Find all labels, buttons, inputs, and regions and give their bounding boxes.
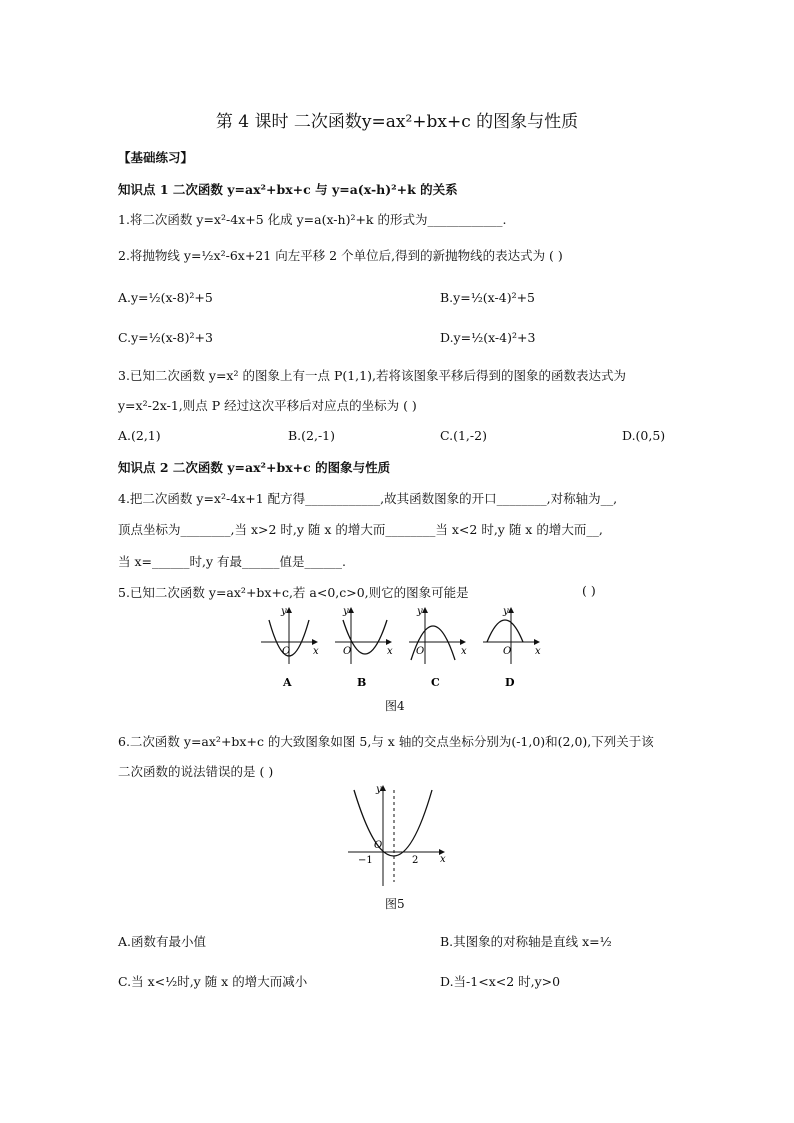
graph-b-label: B <box>357 676 367 689</box>
graph-b-origin: O <box>343 646 352 657</box>
q2-option-a: A.y=½(x-8)²+5 <box>118 290 213 305</box>
question-1: 1.将二次函数 y=x²-4x+5 化成 y=a(x-h)²+k 的形式为____________. <box>118 212 507 227</box>
q3-option-c: C.(1,-2) <box>440 428 487 443</box>
graph-d-origin: O <box>503 646 512 657</box>
figure-5-origin: O <box>374 840 383 851</box>
q2-option-d: D.y=½(x-4)²+3 <box>440 330 536 345</box>
question-3-line-2: y=x²-2x-1,则点 P 经过这次平移后对应点的坐标为 ( ) <box>118 398 417 413</box>
graph-d <box>483 606 541 689</box>
graph-b-y-label: y <box>343 606 349 617</box>
section-heading: 【基础练习】 <box>118 150 194 165</box>
figure-5-tick-2: 2 <box>412 855 419 866</box>
question-4-line-1: 4.把二次函数 y=x²-4x+1 配方得____________,故其函数图象的开口________,对称轴为__, <box>118 491 618 506</box>
graph-d-y-label: y <box>503 606 509 617</box>
question-2: 2.将抛物线 y=½x²-6x+21 向左平移 2 个单位后,得到的新抛物线的表达式为 ( ) <box>118 248 563 263</box>
knowledge-point-2: 知识点 2 二次函数 y=ax²+bx+c 的图象与性质 <box>118 460 391 475</box>
question-6-line-1: 6.二次函数 y=ax²+bx+c 的大致图象如图 5,与 x 轴的交点坐标分别为(-1,0)和(2,0),下列关于该 <box>118 734 654 749</box>
graph-d-x-label: x <box>535 646 541 657</box>
q2-option-b: B.y=½(x-4)²+5 <box>440 290 536 305</box>
q6-option-b: B.其图象的对称轴是直线 x=½ <box>440 934 612 949</box>
figure-5-tick-neg1: −1 <box>358 855 373 866</box>
graph-a-x-label: x <box>313 646 319 657</box>
question-3-line-1: 3.已知二次函数 y=x² 的图象上有一点 P(1,1),若将该图象平移后得到的图象的函数表达式为 <box>118 368 626 383</box>
graph-c-origin: O <box>416 646 425 657</box>
graph-a-origin: O <box>282 646 291 657</box>
figure-5-x-label: x <box>440 854 446 865</box>
q2-option-c: C.y=½(x-8)²+3 <box>118 330 213 345</box>
q3-option-a: A.(2,1) <box>118 428 161 443</box>
question-6-line-2: 二次函数的说法错误的是 ( ) <box>118 764 274 779</box>
q6-option-d: D.当-1<x<2 时,y>0 <box>440 974 561 989</box>
graph-a <box>261 606 319 689</box>
figure-5-graph <box>340 782 450 892</box>
question-4-line-3: 当 x=______时,y 有最______值是______. <box>118 554 346 569</box>
figure-5-y-label: y <box>376 784 382 795</box>
graph-b <box>335 606 393 689</box>
q3-option-b: B.(2,-1) <box>288 428 336 443</box>
q3-option-d: D.(0,5) <box>622 428 666 443</box>
figure-5-caption: 图5 <box>385 897 405 911</box>
graph-d-label: D <box>505 676 515 689</box>
page-title: 第 4 课时 二次函数y=ax²+bx+c 的图象与性质 <box>215 112 579 132</box>
graph-b-x-label: x <box>387 646 393 657</box>
graph-c <box>409 606 467 689</box>
question-5: 5.已知二次函数 y=ax²+bx+c,若 a<0,c>0,则它的图象可能是 <box>118 585 469 600</box>
question-4-line-2: 顶点坐标为________,当 x>2 时,y 随 x 的增大而________当 x<2 时,y 随 x 的增大而__, <box>118 522 603 537</box>
figure-4-graphs <box>255 602 545 694</box>
question-5-answer-paren: ( ) <box>582 583 596 598</box>
graph-a-label: A <box>283 676 292 689</box>
graph-c-y-label: y <box>417 606 423 617</box>
knowledge-point-1: 知识点 1 二次函数 y=ax²+bx+c 与 y=a(x-h)²+k 的关系 <box>118 182 458 197</box>
q6-option-a: A.函数有最小值 <box>118 934 207 949</box>
q6-option-c: C.当 x<½时,y 随 x 的增大而减小 <box>118 974 308 989</box>
graph-c-label: C <box>431 676 440 689</box>
graph-c-x-label: x <box>461 646 467 657</box>
graph-a-y-label: y <box>281 606 287 617</box>
figure-4-caption: 图4 <box>385 699 405 713</box>
